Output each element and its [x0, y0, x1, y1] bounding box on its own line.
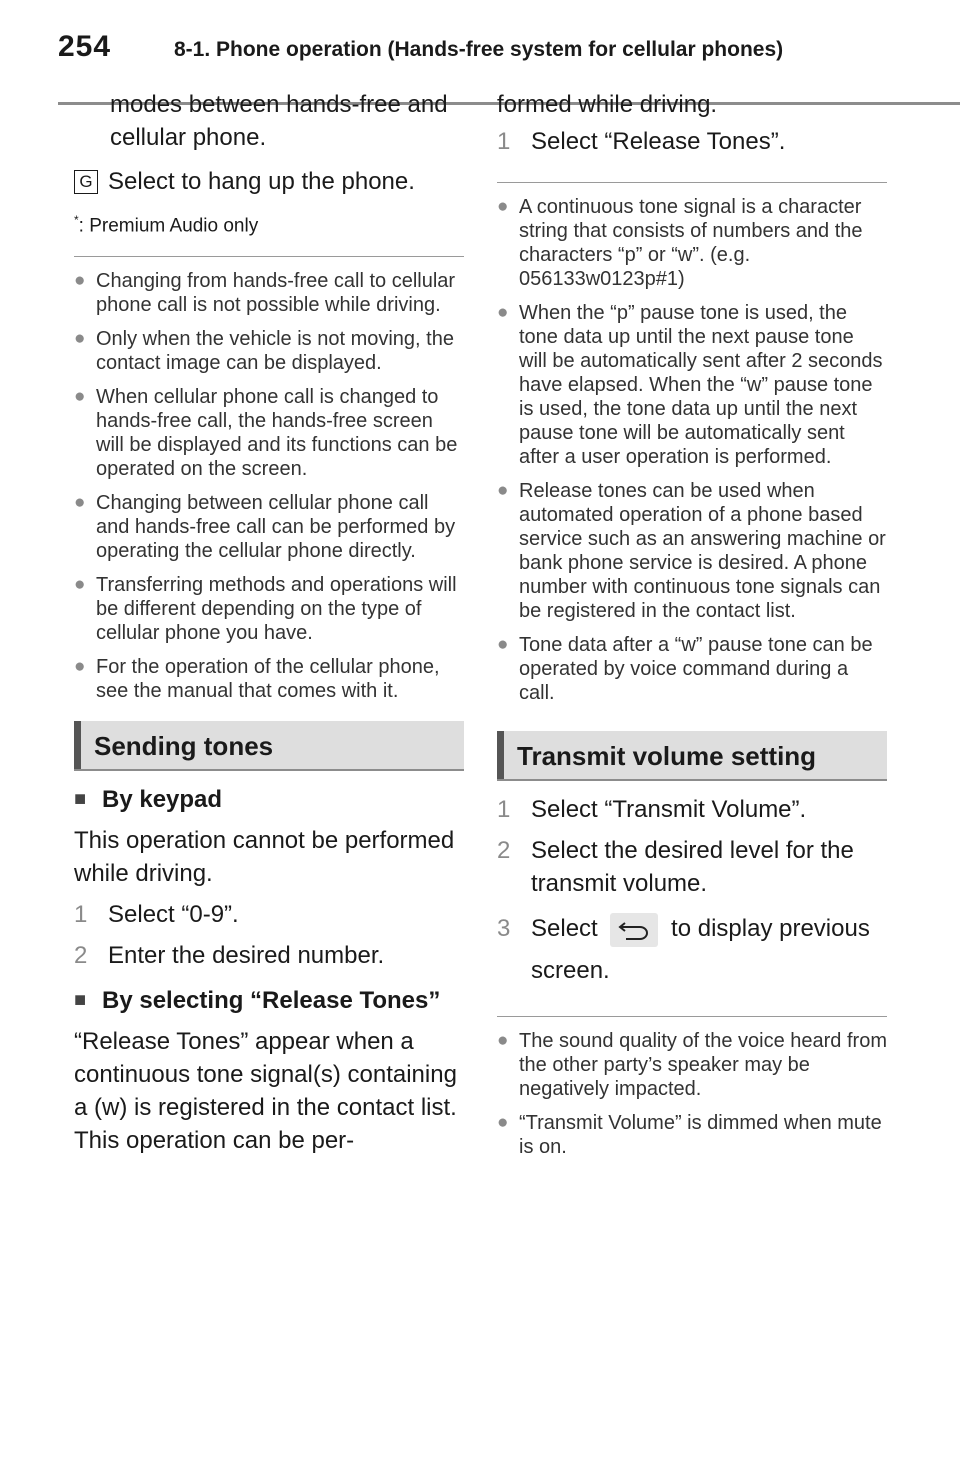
- note-item: ● The sound quality of the voice heard from the other party’s speaker may be negatively impacted.: [497, 1030, 887, 1100]
- step-item: 2 Select the desired level for the transmit volume.: [497, 837, 854, 897]
- section-heading-sending-tones: [74, 721, 464, 771]
- notes-list: [497, 195, 887, 705]
- bullet-icon: ●: [74, 328, 86, 350]
- bullet-icon: ●: [74, 270, 86, 292]
- note-item: ● Changing between cellular phone call and hands-free call can be performed by operating the cellular phone directly.: [74, 492, 456, 563]
- intro-text: modes between hands-free and cellular phone.: [110, 91, 448, 151]
- footnote-mark: *: [74, 213, 79, 227]
- note-item: ● For the operation of the cellular phone, see the manual that comes with it.: [74, 656, 440, 703]
- page-number: 254: [58, 30, 112, 63]
- subheading-release-tones: ■ By selecting “Release Tones”: [74, 984, 464, 1017]
- notes-list: [74, 269, 464, 703]
- notes-list: [497, 1029, 887, 1159]
- square-bullet-icon: ■: [74, 989, 87, 1012]
- section-accent-bar: [74, 721, 81, 769]
- note-item: ● Tone data after a “w” pause tone can be operated by voice command during a call.: [497, 634, 873, 704]
- section-accent-bar: [497, 731, 504, 779]
- continued-text: formed while driving.: [497, 91, 718, 118]
- section-heading-transmit-volume: [497, 731, 887, 781]
- step-item: 2 Enter the desired number.: [74, 942, 385, 970]
- back-arrow-icon: [610, 913, 658, 947]
- g-badge: G: [74, 170, 98, 194]
- bullet-icon: ●: [74, 492, 86, 514]
- right-column: [497, 84, 887, 1169]
- note-item: ● Changing from hands-free call to cellular phone call is not possible while driving.: [74, 270, 456, 317]
- chapter-title: 8-1. Phone operation (Hands-free system for cellular phones): [174, 38, 784, 61]
- bullet-icon: ●: [497, 302, 509, 323]
- note-item: ● When the “p” pause tone is used, the tone data up until the next pause tone will be automatically sent after 2 seconds have elapsed. When the “w” pause tone is used, the tone data up until the next pause tone will be automatically sent after a user operation is performed.: [497, 302, 883, 468]
- keypad-text: This operation cannot be performed while driving.: [74, 827, 455, 888]
- bullet-icon: ●: [74, 386, 86, 408]
- bullet-icon: ●: [497, 634, 509, 655]
- footnote-text: : Premium Audio only: [78, 215, 259, 237]
- step-item: 1 Select “Release Tones”.: [497, 128, 786, 155]
- notes-divider: [497, 1016, 887, 1017]
- left-column: [74, 84, 464, 1157]
- g-item: [74, 168, 464, 196]
- release-text-continued: This operation can be per-: [74, 1127, 355, 1155]
- bullet-icon: ●: [74, 574, 86, 596]
- step-item: 1 Select “0-9”.: [74, 901, 239, 929]
- square-bullet-icon: ■: [74, 788, 87, 811]
- note-item: ● “Transmit Volume” is dimmed when mute is on.: [497, 1112, 882, 1158]
- release-text: “Release Tones” appear when a continuous tone signal(s) containing a (w) is registered in the contact list.: [74, 1028, 457, 1122]
- bullet-icon: ●: [497, 1030, 509, 1051]
- bullet-icon: ●: [497, 196, 509, 217]
- subheading-keypad: ■ By keypad: [74, 783, 464, 816]
- step-item: 3 Select to display previous screen.: [497, 908, 887, 992]
- note-item: ● Release tones can be used when automated operation of a phone based service such as an answering machine or bank phone service is desired. A phone number with continuous tone signals can be registered in the contact list.: [497, 480, 886, 622]
- bullet-icon: ●: [497, 1112, 509, 1133]
- note-item: ● A continuous tone signal is a character string that consists of numbers and the characters “p” or “w”. (e.g. 056133w0123p#1): [497, 196, 863, 290]
- page-header: [58, 30, 918, 76]
- g-text: Select to hang up the phone.: [108, 168, 415, 195]
- section-title: Transmit volume setting: [517, 741, 817, 771]
- note-item: ● Only when the vehicle is not moving, the contact image can be displayed.: [74, 328, 454, 375]
- notes-divider: [497, 182, 887, 183]
- notes-divider: [74, 256, 464, 257]
- note-item: ● When cellular phone call is changed to hands-free call, the hands-free screen will be displayed and its functions can be operated on the screen.: [74, 386, 458, 481]
- step-item: 1 Select “Transmit Volume”.: [497, 796, 807, 823]
- note-item: ● Transferring methods and operations will be different depending on the type of cellular phone you have.: [74, 574, 457, 645]
- section-title: Sending tones: [94, 731, 274, 762]
- bullet-icon: ●: [497, 480, 509, 501]
- bullet-icon: ●: [74, 656, 86, 678]
- footnote: [74, 208, 464, 238]
